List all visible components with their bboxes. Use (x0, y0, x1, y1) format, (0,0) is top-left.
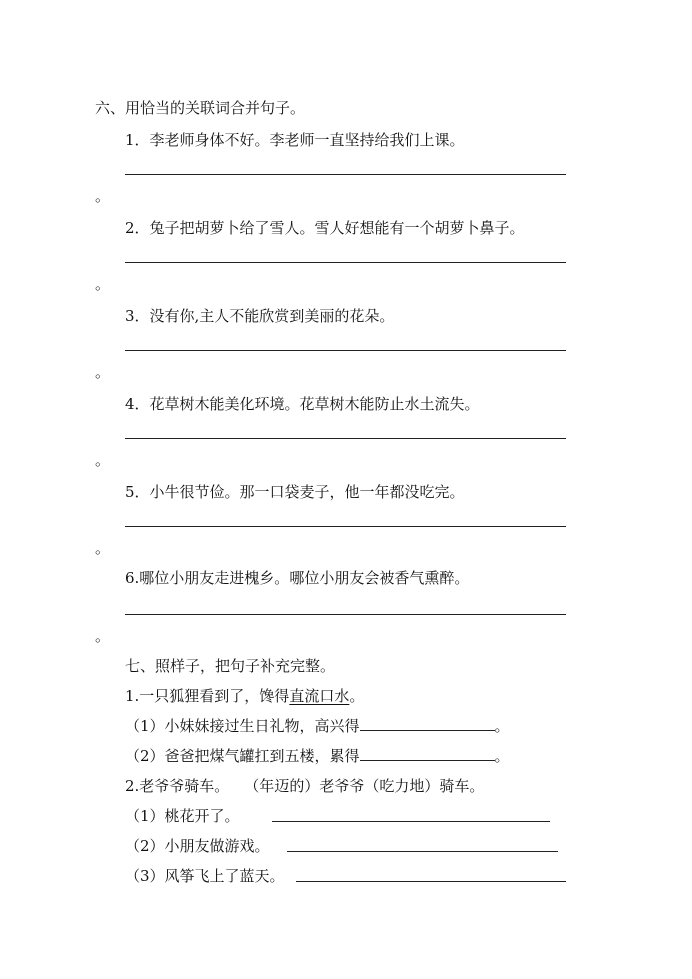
question-6-6: 6.哪位小朋友走进槐乡。哪位小朋友会被香气熏醉。 (125, 569, 470, 587)
section-6-heading: 六、用恰当的关联词合并句子。 (95, 99, 306, 117)
answer-end-mark: 。 (95, 627, 111, 645)
question-7-1-1 (125, 716, 510, 736)
question-6-1: 1．李老师身体不好。李老师一直坚持给我们上课。 (125, 131, 465, 149)
example-1-text: 1.一只狐狸看到了，馋得 (125, 687, 290, 705)
answer-end-mark: 。 (95, 363, 111, 381)
question-6-4: 4．花草树木能美化环境。花草树木能防止水土流失。 (125, 395, 480, 413)
answer-end-mark: 。 (95, 275, 111, 293)
example-1-end: 。 (349, 687, 365, 705)
answer-line-6-1[interactable] (125, 174, 566, 175)
question-7-1-2-end: 。 (494, 747, 510, 765)
answer-end-mark: 。 (95, 539, 111, 557)
section-7-heading: 七、照样子，把句子补充完整。 (125, 657, 336, 675)
example-1 (125, 686, 364, 706)
question-7-2-2: （2）小朋友做游戏。 (125, 837, 270, 855)
question-6-3: 3．没有你,主人不能欣赏到美丽的花朵。 (125, 307, 395, 325)
question-7-2-3: （3）风筝飞上了蓝天。 (125, 867, 285, 885)
answer-line-7-2-2[interactable] (287, 851, 558, 852)
question-7-1-1-end: 。 (494, 717, 510, 735)
question-6-2: 2．兔子把胡萝卜给了雪人。雪人好想能有一个胡萝卜鼻子。 (125, 219, 525, 237)
example-2: 2.老爷爷骑车。 （年迈的）老爷爷（吃力地）骑车。 (125, 777, 485, 795)
fill-blank-7-1-2[interactable] (360, 746, 495, 761)
question-6-5: 5．小牛很节俭。那一口袋麦子，他一年都没吃完。 (125, 483, 465, 501)
answer-line-7-2-3[interactable] (296, 881, 566, 882)
question-7-2-1: （1）桃花开了。 (125, 807, 240, 825)
answer-line-7-2-1[interactable] (272, 821, 550, 822)
answer-line-6-6[interactable] (125, 614, 566, 615)
example-1-underlined: 直流口水 (289, 687, 350, 705)
answer-line-6-4[interactable] (125, 438, 566, 439)
answer-line-6-2[interactable] (125, 262, 566, 263)
question-7-1-1-text: （1）小妹妹接过生日礼物，高兴得 (125, 717, 360, 735)
fill-blank-7-1-1[interactable] (360, 716, 495, 731)
answer-end-mark: 。 (95, 451, 111, 469)
answer-line-6-3[interactable] (125, 350, 566, 351)
answer-end-mark: 。 (95, 187, 111, 205)
answer-line-6-5[interactable] (125, 526, 566, 527)
question-7-1-2 (125, 746, 510, 766)
question-7-1-2-text: （2）爸爸把煤气罐扛到五楼，累得 (125, 747, 360, 765)
